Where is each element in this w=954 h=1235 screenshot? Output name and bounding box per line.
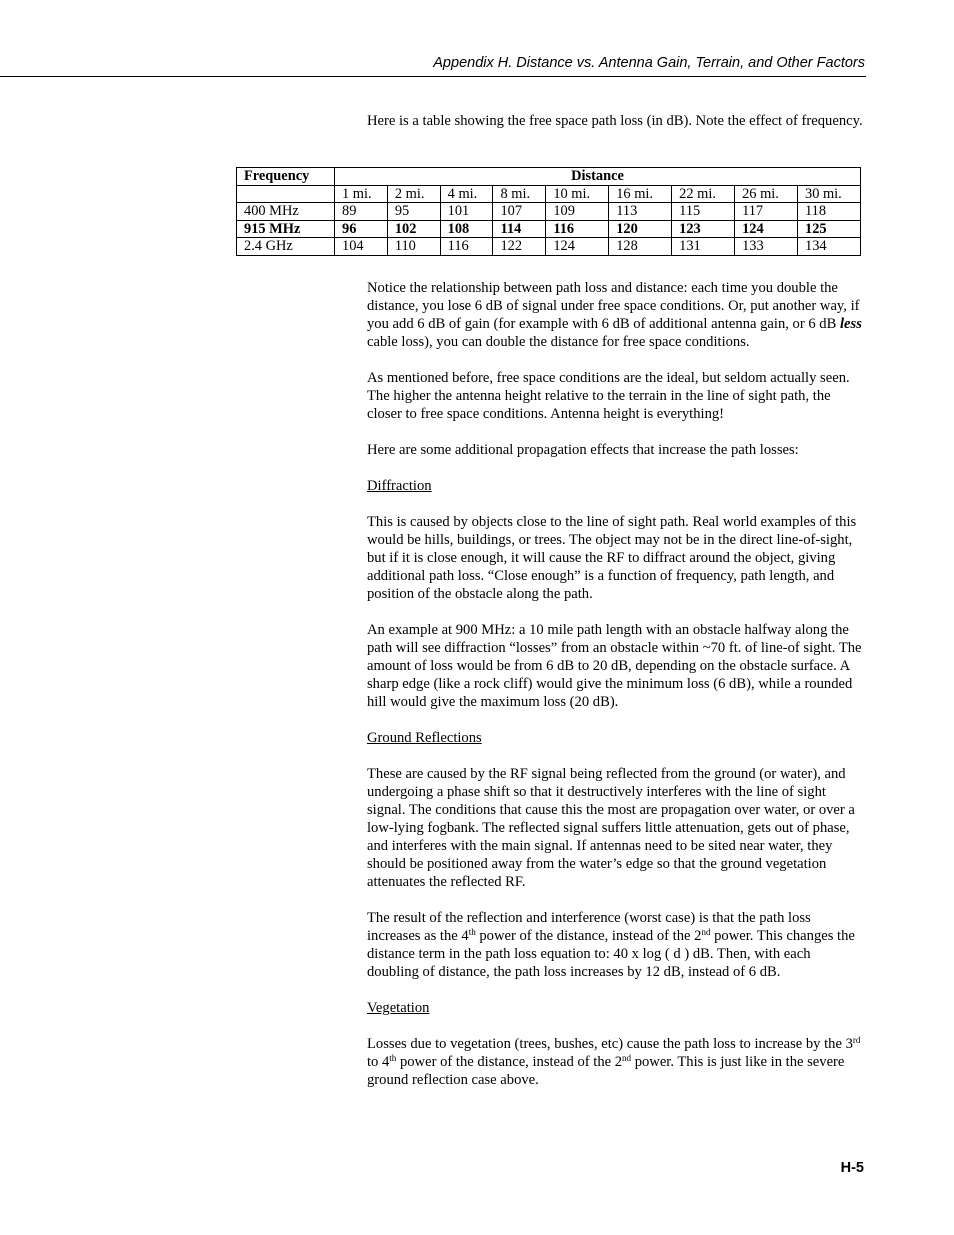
table-cell: 133 [735,238,798,256]
text-run: power. This is just like in the severe ground reflection case above. [367,1054,845,1088]
column-header: 2 mi. [387,185,440,203]
table-row-highlighted [237,220,861,238]
vegetation-paragraph [367,1035,865,1089]
table-cell: 124 [546,238,609,256]
row-frequency: 915 MHz [237,220,335,238]
distance-columns-row [237,185,861,203]
vegetation-heading: Vegetation [367,1000,430,1016]
table-header-row [237,168,861,186]
ground-paragraph-1: These are caused by the RF signal being reflected from the ground (or water), and undergoing a phase shift so that it destructively interferes with the line of sight signal. The conditions that cause this the most are propagation over water, or over a low-lying fogbank. The reflected signal suffers little attenuation, gets out of phase, and interferes with the main signal. If antennas need to be sited near water, they should be positioned away from the water’s edge so that the ground vegetation attenuates the reflected RF. [367,766,855,890]
column-header: 22 mi. [672,185,735,203]
header-rule [0,76,866,77]
main-text [367,279,865,1107]
path-loss-table [236,167,861,256]
table-cell: 108 [440,220,493,238]
text-run: Notice the relationship between path loss and distance: each time you double the distance, you lose 6 dB of signal under free space conditions. Or, put another way, if you add 6 dB of gain (for example with 6 dB of additional antenna gain, or 6 dB [367,280,860,332]
text-run: power. This changes the distance term in the path loss equation to: 40 x log ( d ) dB. Then, with each doubling of distance, the path loss increases by 12 dB, instead of 6 dB. [367,928,855,980]
text-run: cable loss), you can double the distance for free space conditions. [367,334,750,350]
table-cell: 128 [609,238,672,256]
text-run: The result of the reflection and interference (worst case) is that the path loss increases as the 4 [367,910,811,944]
column-header: 26 mi. [735,185,798,203]
table-cell: 131 [672,238,735,256]
table-cell: 107 [493,203,546,221]
ground-reflections-heading: Ground Reflections [367,730,482,746]
path-loss-table-wrapper [236,167,861,256]
running-header: Appendix H. Distance vs. Antenna Gain, Terrain, and Other Factors [433,55,865,71]
table-cell: 116 [440,238,493,256]
table-cell: 89 [335,203,388,221]
text-run: power of the distance, instead of the 2 [475,928,702,944]
relationship-paragraph [367,279,865,351]
additional-effects-paragraph: Here are some additional propagation effects that increase the path losses: [367,442,799,458]
table-cell: 124 [735,220,798,238]
table-cell-empty [237,185,335,203]
table-cell: 117 [735,203,798,221]
table-cell: 115 [672,203,735,221]
row-frequency: 2.4 GHz [237,238,335,256]
table-cell: 113 [609,203,672,221]
table-cell: 102 [387,220,440,238]
superscript: nd [622,1053,632,1063]
text-run: Losses due to vegetation (trees, bushes, etc) cause the path loss to increase by the 3 [367,1036,853,1052]
frequency-header: Frequency [237,168,335,186]
ground-paragraph-2 [367,909,865,981]
emphasis-less: less [839,316,862,332]
table-cell: 123 [672,220,735,238]
diffraction-paragraph-1: This is caused by objects close to the line of sight path. Real world examples of this would be hills, buildings, or trees. The object may not be in the direct line-of-sight, but if it is close enough, it will cause the RF to diffract around the object, giving additional path loss. “Close enough” is a function of frequency, path length, and position of the obstacle along the path. [367,514,857,602]
column-header: 1 mi. [335,185,388,203]
table-cell: 122 [493,238,546,256]
table-cell: 101 [440,203,493,221]
table-cell: 95 [387,203,440,221]
intro-paragraph: Here is a table showing the free space path loss (in dB). Note the effect of frequency. [367,113,863,129]
table-cell: 96 [335,220,388,238]
superscript: nd [701,927,711,937]
ideal-paragraph: As mentioned before, free space conditions are the ideal, but seldom actually seen. The higher the antenna height relative to the terrain in the line of sight path, the closer to free space conditions. Antenna height is everything! [367,370,850,422]
text-run: to 4 [367,1054,390,1070]
column-header: 8 mi. [493,185,546,203]
diffraction-heading: Diffraction [367,478,432,494]
table-cell: 134 [798,238,861,256]
superscript: rd [852,1035,861,1045]
table-row [237,203,861,221]
table-cell: 116 [546,220,609,238]
page-number: H-5 [840,1160,864,1176]
table-row [237,238,861,256]
table-cell: 118 [798,203,861,221]
table-cell: 125 [798,220,861,238]
superscript: th [389,1053,397,1063]
row-frequency: 400 MHz [237,203,335,221]
text-run: power of the distance, instead of the 2 [396,1054,623,1070]
table-cell: 120 [609,220,672,238]
superscript: th [468,927,476,937]
column-header: 16 mi. [609,185,672,203]
table-cell: 110 [387,238,440,256]
column-header: 10 mi. [546,185,609,203]
column-header: 4 mi. [440,185,493,203]
table-cell: 114 [493,220,546,238]
column-header: 30 mi. [798,185,861,203]
body-text [367,112,865,130]
table-cell: 109 [546,203,609,221]
table-cell: 104 [335,238,388,256]
distance-header: Distance [335,168,861,186]
diffraction-paragraph-2: An example at 900 MHz: a 10 mile path length with an obstacle halfway along the path will see diffraction “losses” from an obstacle within ~70 ft. of line-of sight. The amount of loss would be from 6 dB to 20 dB, depending on the obstacle surface. A sharp edge (like a rock cliff) would give the minimum loss (6 dB), while a rounded hill would give the maximum loss (20 dB). [367,622,862,710]
